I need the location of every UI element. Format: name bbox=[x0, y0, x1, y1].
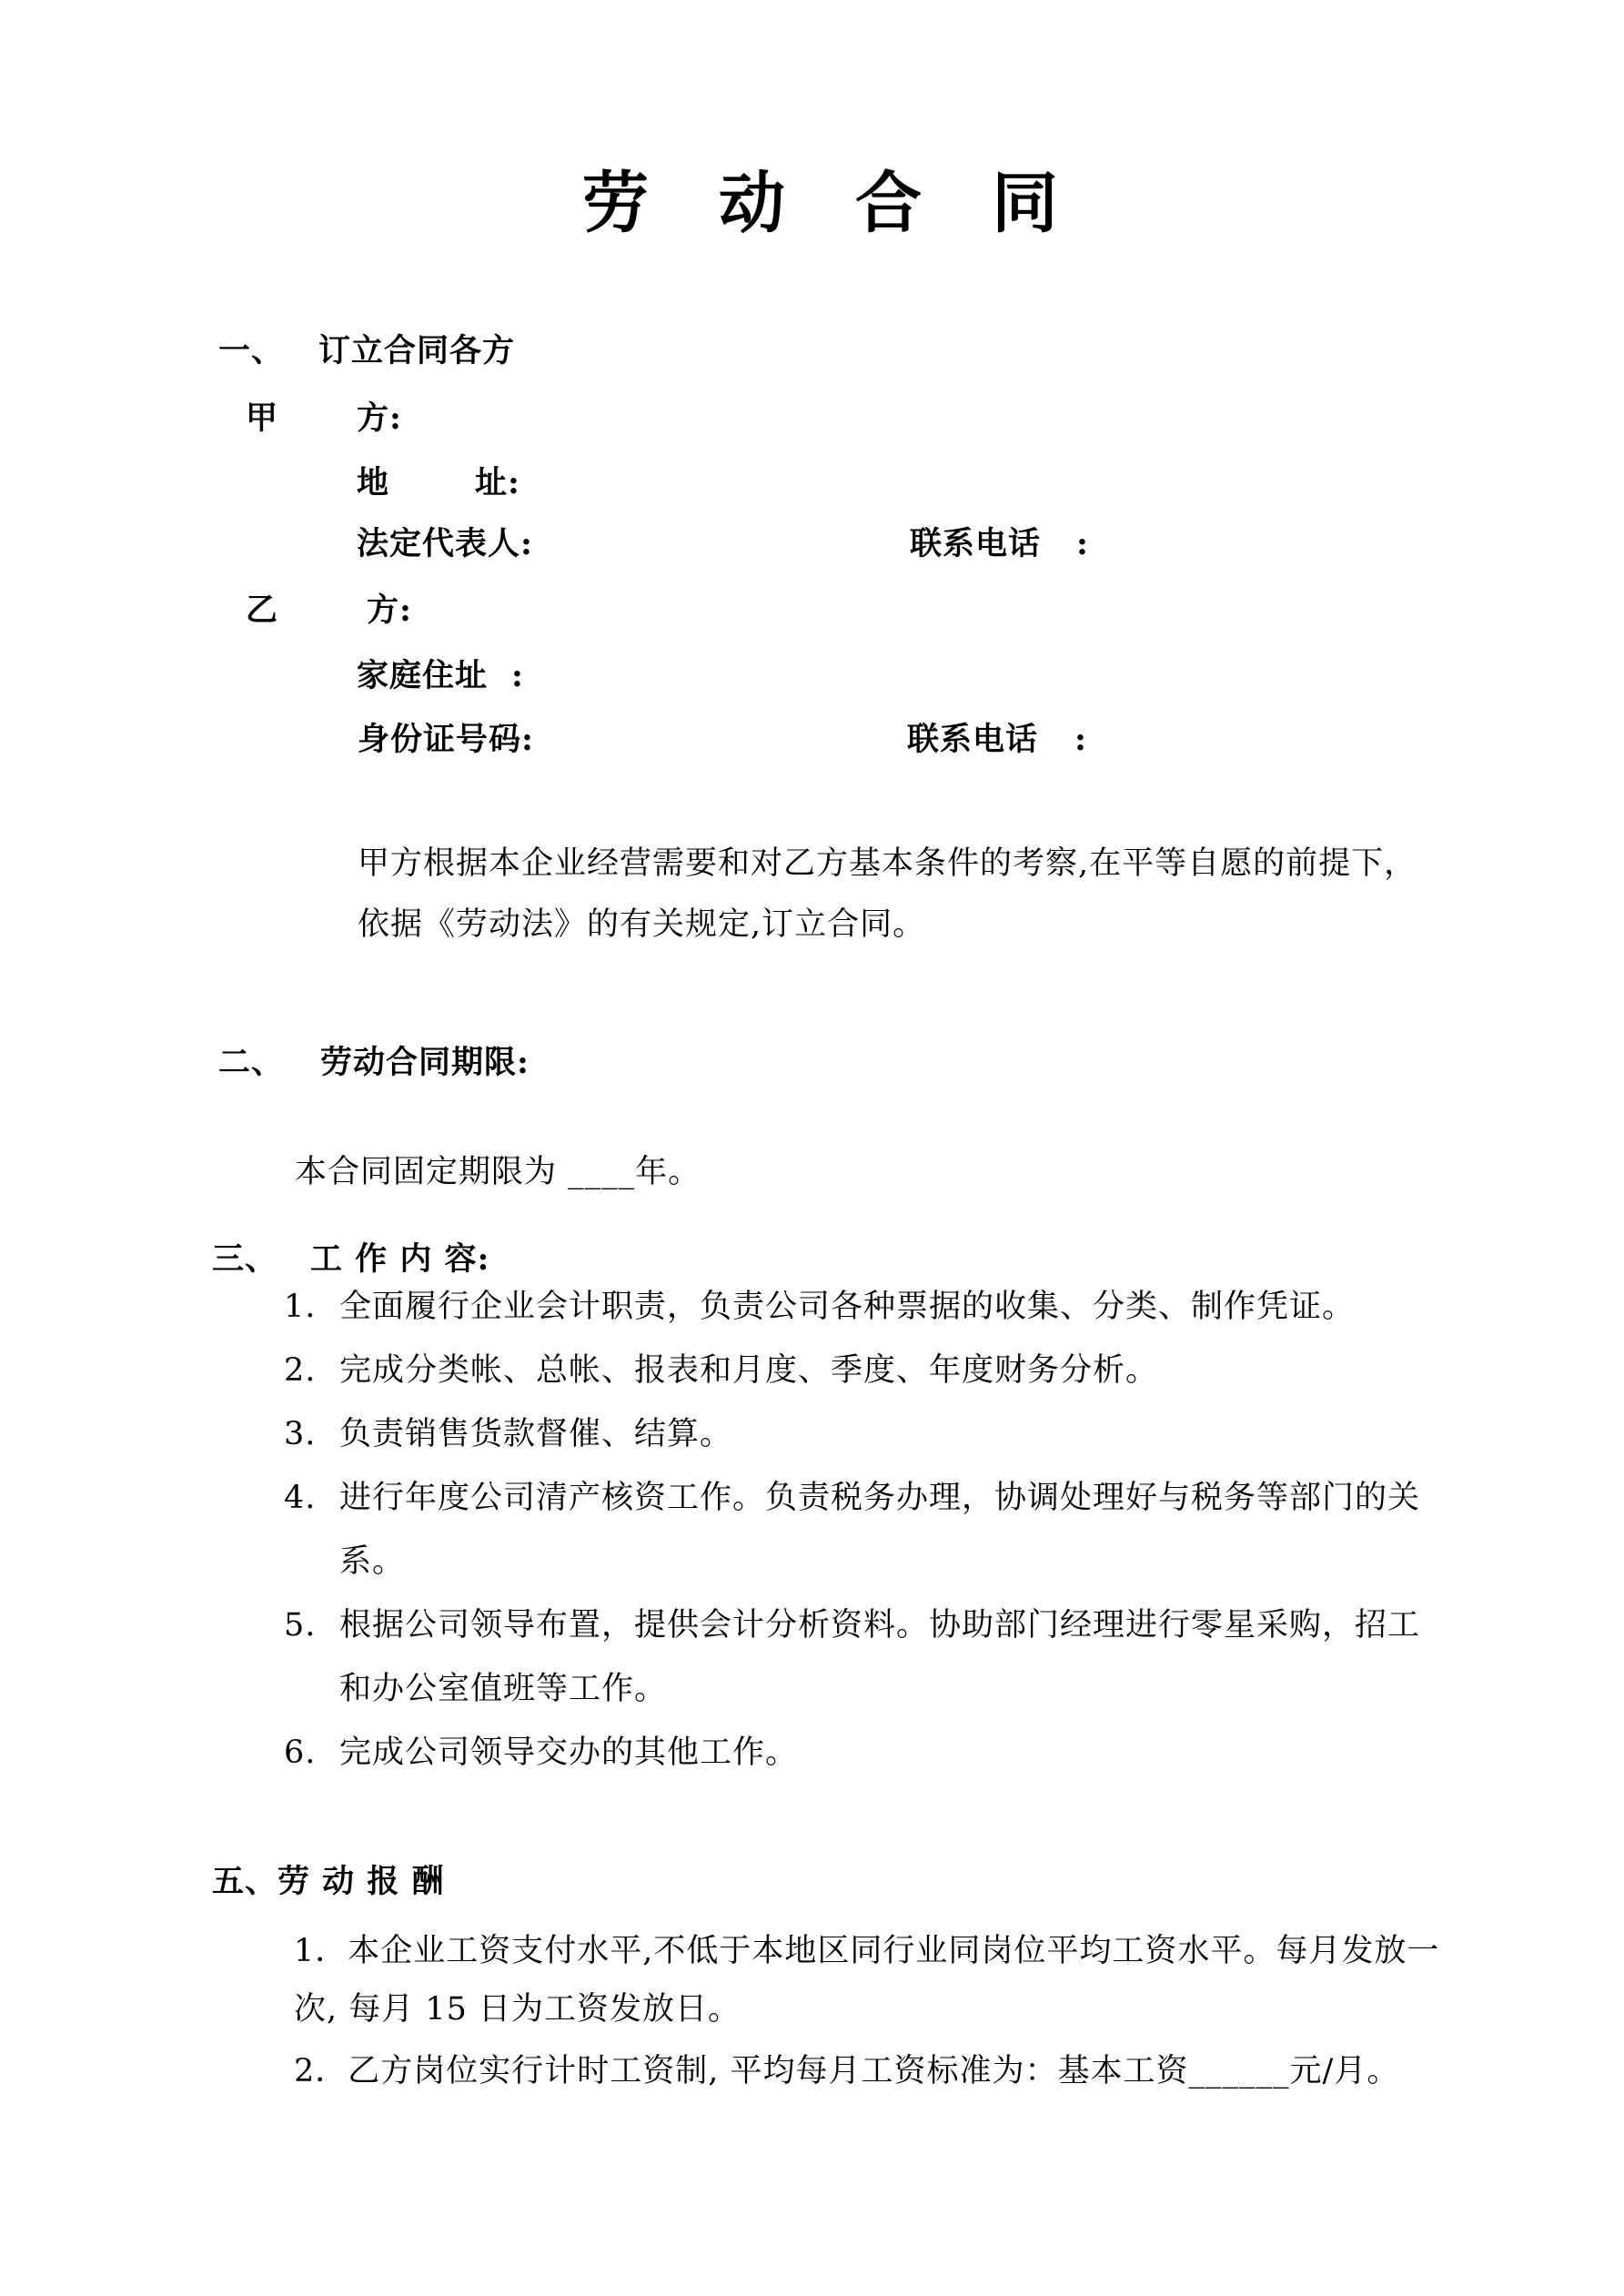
section2-body: 本合同固定期限为 ____年。 bbox=[295, 1154, 701, 1190]
address-label: 地 bbox=[357, 464, 390, 501]
phone-a-colon: : bbox=[1076, 525, 1089, 562]
preamble-line-2: 依据《劳动法》的有关规定,订立合同。 bbox=[358, 906, 926, 943]
work-item-3-number: 3. bbox=[284, 1416, 317, 1452]
document-title: 劳 动 合 同 bbox=[582, 164, 1060, 242]
address-suffix: 址: bbox=[475, 464, 520, 501]
section2-heading: 劳动合同期限: bbox=[320, 1044, 530, 1081]
legal-rep-label: 法定代表人: bbox=[357, 525, 533, 562]
work-item-6-number: 6. bbox=[284, 1735, 317, 1771]
section3-number: 三、 bbox=[212, 1240, 278, 1278]
party-b-suffix: 方: bbox=[367, 592, 412, 629]
section1-number: 一、 bbox=[218, 332, 285, 369]
work-item-4-number: 4. bbox=[284, 1480, 317, 1516]
work-item-5-number: 5. bbox=[284, 1607, 317, 1644]
pay-item-1-line-2: 次, 每月 15 日为工资发放日。 bbox=[294, 1991, 741, 2028]
section1-heading: 订立合同各方 bbox=[318, 332, 516, 369]
work-item-1-number: 1. bbox=[284, 1289, 317, 1325]
work-item-1-text: 全面履行企业会计职责，负责公司各种票据的收集、分类、制作凭证。 bbox=[339, 1289, 1356, 1325]
party-a-label: 甲 bbox=[246, 400, 279, 437]
phone-b-colon: : bbox=[1074, 721, 1087, 758]
section3-heading: 工 作 内 容: bbox=[310, 1240, 490, 1278]
work-item-5-text: 根据公司领导布置，提供会计分析资料。协助部门经理进行零星采购，招工 bbox=[339, 1607, 1421, 1644]
phone-a-label: 联系电话 bbox=[910, 525, 1042, 562]
section5-heading: 五、劳 动 报 酬 bbox=[212, 1863, 445, 1900]
work-item-4-text: 进行年度公司清产核资工作。负责税务办理，协调处理好与税务等部门的关 bbox=[339, 1480, 1421, 1516]
work-item-6-text: 完成公司领导交办的其他工作。 bbox=[339, 1735, 799, 1771]
party-a-suffix: 方: bbox=[357, 400, 402, 437]
party-b-label: 乙 bbox=[246, 592, 279, 629]
work-item-2-number: 2. bbox=[284, 1352, 317, 1389]
work-item-2-text: 完成分类帐、总帐、报表和月度、季度、年度财务分析。 bbox=[339, 1352, 1159, 1389]
section2-number: 二、 bbox=[218, 1044, 285, 1081]
phone-b-label: 联系电话 bbox=[907, 721, 1039, 758]
work-item-4-continuation: 系。 bbox=[339, 1543, 406, 1580]
preamble-line-1: 甲方根据本企业经营需要和对乙方基本条件的考察,在平等自愿的前提下， bbox=[358, 845, 1417, 882]
work-item-3-text: 负责销售货款督催、结算。 bbox=[339, 1416, 733, 1452]
work-item-5-continuation: 和办公室值班等工作。 bbox=[339, 1671, 668, 1707]
id-number-label: 身份证号码: bbox=[358, 721, 534, 758]
home-address-colon: : bbox=[511, 657, 524, 694]
home-address-label: 家庭住址 bbox=[357, 657, 489, 694]
pay-item-2-line: 2．乙方岗位实行计时工资制, 平均每月工资标准为：基本工资______元/月。 bbox=[294, 2053, 1400, 2089]
pay-item-1-line-1: 1．本企业工资支付水平,不低于本地区同行业同岗位平均工资水平。每月发放一 bbox=[294, 1933, 1440, 1969]
